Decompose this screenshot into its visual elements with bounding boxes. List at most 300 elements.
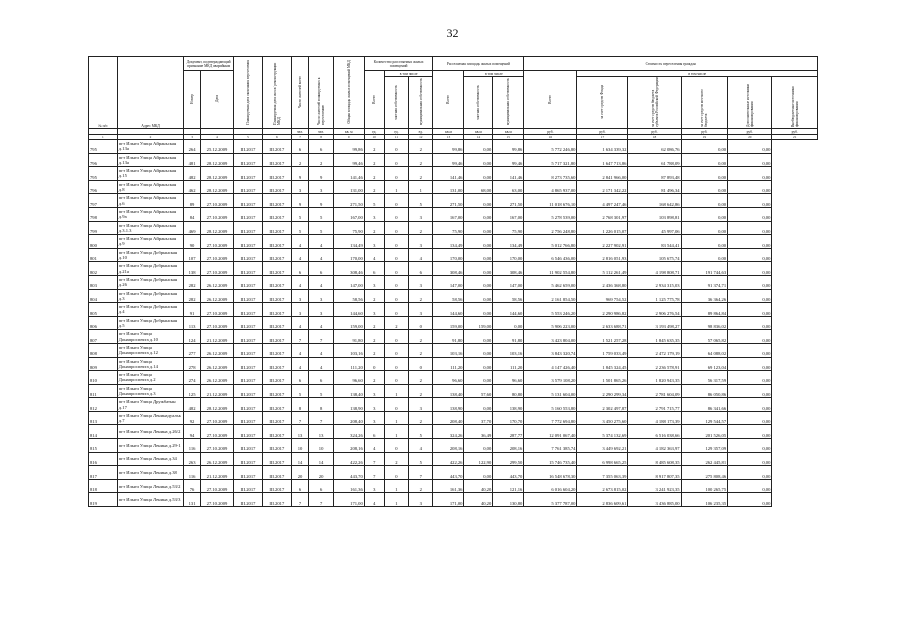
cell-d2: III.2017 [262,425,291,439]
cell-c5: 0,00 [728,275,772,289]
cell-n: 816 [89,452,118,466]
cell-addr: пгт Ильич Улица Добрынская д.21а [117,262,183,276]
cell-r1: 6 [291,140,309,154]
cell-q3: 2 [409,289,433,303]
cell-c5: 0,00 [728,466,772,480]
cell-q3: 3 [409,207,433,221]
table-row [89,207,818,221]
cell-c1: 5 377 787,00 [524,493,577,507]
cell-q3: 2 [409,384,433,398]
cell-c4: 0,00 [681,153,728,167]
cell-num: 138 [184,262,201,276]
table-row [89,425,818,439]
cell-q2: 2 [384,452,408,466]
cell-c2: 2 633 688,71 [577,316,628,330]
header-unit-cell: кв.м [433,129,464,135]
cell-date: 26.12.2009 [200,275,233,289]
cell-r1: 13 [291,425,309,439]
cell-q2: 0 [384,262,408,276]
cell-c5: 0,00 [728,180,772,194]
cell-q2: 0 [384,357,408,371]
cell-r2: 4 [309,357,333,371]
cell-date: 28.12.2009 [200,153,233,167]
cell-r2: 6 [309,479,333,493]
cell-c3: 3 436 885,00 [628,493,681,507]
cell-q2: 1 [384,425,408,439]
cell-c5: 0,00 [728,439,772,453]
table-row [89,466,818,480]
table-row [89,235,818,249]
table-row [89,153,818,167]
cell-d1: III.2017 [234,493,263,507]
cell-c2: 4 497 247,46 [577,194,628,208]
header-cost-extra: Дополнительные источники финансирования [728,77,772,129]
cell-a3: 144,60 [493,303,524,317]
cell-q2: 0 [384,343,408,357]
cell-q3: 3 [409,235,433,249]
table-row [89,262,818,276]
cell-date: 27.10.2009 [200,207,233,221]
cell-c5: 0,00 [728,262,772,276]
cell-c3: 1 845 635,35 [628,330,681,344]
cell-r2: 4 [309,275,333,289]
cell-num: 481 [184,153,201,167]
cell-d2: III.2017 [262,411,291,425]
cell-a3: 130,80 [493,493,524,507]
cell-c2: 1 521 257,28 [577,330,628,344]
cell-r2: 13 [309,425,333,439]
cell-c3: 61 788,09 [628,153,681,167]
cell-d1: III.2017 [234,180,263,194]
cell-date: 21.12.2009 [200,384,233,398]
cell-d2: III.2017 [262,167,291,181]
cell-q1: 2 [364,371,384,385]
cell-r1: 3 [291,180,309,194]
cell-a2: 159,00 [464,316,493,330]
cell-num: 274 [184,371,201,385]
cell-q2: 0 [384,194,408,208]
cell-a3: 170,00 [493,248,524,262]
cell-d2: III.2017 [262,140,291,154]
cell-a3: 299,50 [493,452,524,466]
cell-q2: 0 [384,371,408,385]
cell-q1: 4 [364,439,384,453]
cell-a2: 0,00 [464,221,493,235]
cell-n: 795 [89,140,118,154]
cell-c5: 0,00 [728,493,772,507]
cell-c1: 5 462 659,00 [524,275,577,289]
cell-c3: 6 516 038,66 [628,425,681,439]
header-cost-local: за счет средств местного бюджета [681,77,728,129]
cell-a1: 161,36 [433,479,464,493]
cell-d1: III.2017 [234,439,263,453]
cell-a1: 422,26 [433,452,464,466]
cell-a3: 58,56 [493,289,524,303]
header-column-number: 14 [464,135,493,140]
cell-d2: III.2017 [262,439,291,453]
cell-d2: III.2017 [262,493,291,507]
cell-q1: 5 [364,194,384,208]
header-area-private: частная собственность [464,77,493,129]
cell-d2: III.2017 [262,289,291,303]
cell-a3: 121,16 [493,479,524,493]
cell-r1: 6 [291,479,309,493]
cell-q2: 0 [384,235,408,249]
cell-c1: 15 746 735,40 [524,452,577,466]
cell-n: 796 [89,180,118,194]
cell-q3: 6 [409,262,433,276]
cell-area: 167,00 [333,207,364,221]
cell-n: 803 [89,275,118,289]
cell-r1: 9 [291,194,309,208]
table-row [89,140,818,154]
cell-c5: 0,00 [728,194,772,208]
cell-num: 264 [184,140,201,154]
cell-r2: 5 [309,384,333,398]
cell-a2: 0,00 [464,357,493,371]
header-cost-total: Всего [524,71,577,129]
cell-a1: 58,56 [433,289,464,303]
cell-num: 107 [184,248,201,262]
cell-c2: 2 673 815,02 [577,479,628,493]
cell-r1: 5 [291,207,309,221]
cell-n: 795 [89,167,118,181]
cell-d2: III.2017 [262,479,291,493]
cell-area: 308,46 [333,262,364,276]
cell-r2: 9 [309,194,333,208]
cell-r1: 14 [291,452,309,466]
header-rooms-private: частная собственность [384,77,408,129]
cell-addr: пгт Ильич Улица Донапроспекта д.2 [117,371,183,385]
header-column-number: 1 [89,135,118,140]
cell-d2: III.2017 [262,343,291,357]
header-column-number: 18 [628,135,681,140]
table-row [89,343,818,357]
cell-a3: 271,50 [493,194,524,208]
cell-r2: 6 [309,140,333,154]
cell-d1: III.2017 [234,357,263,371]
cell-a3: 91,80 [493,330,524,344]
header-column-number: 15 [493,135,524,140]
cell-c1: 4 865 937,00 [524,180,577,194]
cell-c4: 0,00 [681,140,728,154]
cell-date: 27.10.2009 [200,235,233,249]
cell-r1: 4 [291,248,309,262]
cell-a2: 0,00 [464,330,493,344]
cell-d1: III.2017 [234,167,263,181]
cell-a2: 0,00 [464,398,493,412]
cell-d2: III.2017 [262,262,291,276]
cell-n: 802 [89,262,118,276]
table-row [89,452,818,466]
cell-c1: 5 012 766,80 [524,235,577,249]
cell-r1: 5 [291,221,309,235]
cell-c4: 0,00 [681,207,728,221]
header-plan-end-demolish: Планируемая дата сноса/ реконструкции МКД [262,57,291,129]
cell-q1: 4 [364,493,384,507]
cell-c5: 0,00 [728,384,772,398]
cell-n: 814 [89,425,118,439]
cell-n: 811 [89,384,118,398]
cell-q2: 0 [384,330,408,344]
cell-a3: 80,80 [493,384,524,398]
header-column-number: 17 [577,135,628,140]
cell-d1: III.2017 [234,235,263,249]
header-unit-cell: ед. [384,129,408,135]
cell-num: 76 [184,479,201,493]
cell-c1: 3 423 804,00 [524,330,577,344]
cell-area: 99,86 [333,140,364,154]
cell-r2: 4 [309,343,333,357]
cell-q1: 2 [364,153,384,167]
cell-q2: 0 [384,140,408,154]
cell-r2: 7 [309,330,333,344]
cell-c3: 2 791 715,77 [628,398,681,412]
cell-q3: 2 [409,153,433,167]
cell-a1: 138,40 [433,384,464,398]
cell-c1: 12 091 067,40 [524,425,577,439]
cell-q2: 0 [384,466,408,480]
cell-num: 91 [184,303,201,317]
cell-d2: III.2017 [262,371,291,385]
cell-n: 800 [89,235,118,249]
cell-c4: 191 744,63 [681,262,728,276]
cell-addr: пгт Ильич Улица Айраньская д.15 [117,167,183,181]
cell-r2: 20 [309,466,333,480]
cell-c1: 8 273 735,60 [524,167,577,181]
cell-area: 171,00 [333,493,364,507]
cell-area: 111,20 [333,357,364,371]
header-unit-cell: руб. [681,129,728,135]
cell-d2: III.2017 [262,153,291,167]
cell-q1: 2 [364,221,384,235]
header-unit-cell: ед. [409,129,433,135]
header-residents: Число жителей всего [291,57,309,129]
cell-n: 808 [89,343,118,357]
cell-area: 91,80 [333,330,364,344]
cell-c4: 0,00 [681,248,728,262]
cell-c1: 5 278 539,00 [524,207,577,221]
cell-c3: 1 820 943,35 [628,371,681,385]
cell-num: 277 [184,343,201,357]
cell-area: 159,00 [333,316,364,330]
cell-c1: 6 016 604,20 [524,479,577,493]
cell-c3: 2 906 276,54 [628,303,681,317]
cell-c1: 16 548 678,30 [524,466,577,480]
cell-c2: 2 836 609,61 [577,493,628,507]
cell-q1: 2 [364,180,384,194]
cell-c3: 3 193 498,27 [628,316,681,330]
cell-r2: 8 [309,398,333,412]
cell-c4: 106 235,35 [681,493,728,507]
cell-r2: 6 [309,262,333,276]
cell-a1: 171,00 [433,493,464,507]
cell-c2: 2 816 051,93 [577,248,628,262]
cell-num: 94 [184,425,201,439]
cell-r1: 2 [291,153,309,167]
cell-date: 27.10.2009 [200,479,233,493]
cell-addr: пгт Ильич Улица Ленина д.26/2 [117,425,183,439]
cell-n: 801 [89,248,118,262]
cell-num: 89 [184,194,201,208]
header-area-incl: в том числе [464,71,524,77]
cell-area: 147,00 [333,275,364,289]
cell-a2: 0,00 [464,248,493,262]
cell-d2: III.2017 [262,398,291,412]
cell-num: 482 [184,398,201,412]
cell-q3: 5 [409,194,433,208]
cell-d2: III.2017 [262,384,291,398]
cell-r2: 3 [309,180,333,194]
cell-a1: 144,60 [433,303,464,317]
cell-area: 99,46 [333,153,364,167]
cell-c2: 969 754,52 [577,289,628,303]
cell-c4: 129 544,57 [681,411,728,425]
header-column-number: 4 [200,135,233,140]
cell-a1: 167,00 [433,207,464,221]
cell-a1: 75,90 [433,221,464,235]
cell-a1: 111,20 [433,357,464,371]
cell-a1: 170,00 [433,248,464,262]
cell-c4: 36 364,26 [681,289,728,303]
cell-q1: 3 [364,398,384,412]
cell-d2: III.2017 [262,452,291,466]
cell-q1: 0 [364,357,384,371]
table-row [89,248,818,262]
cell-a3: 0,00 [493,316,524,330]
cell-r1: 4 [291,275,309,289]
cell-addr: пгт Ильич Улица Донапроспекта д.14 [117,357,183,371]
cell-area: 138,90 [333,398,364,412]
cell-c2: 2 227 902,91 [577,235,628,249]
header-unit-cell: руб. [628,129,681,135]
cell-c1: 3 843 320,74 [524,343,577,357]
cell-addr: пгт Ильич Улица Айраньская д.13а [117,153,183,167]
cell-c5: 0,00 [728,398,772,412]
cell-c2: 2 436 368,80 [577,275,628,289]
cell-addr: пгт Ильич Улица Добрынская д.3 [117,289,183,303]
header-col-no: № п/п [89,57,118,129]
cell-n: 798 [89,207,118,221]
cell-r2: 5 [309,207,333,221]
cell-addr: пгт Ильич Улица Айраньская д.8 [117,180,183,194]
cell-d2: III.2017 [262,303,291,317]
cell-date: 27.10.2009 [200,411,233,425]
cell-r1: 4 [291,357,309,371]
cell-c2: 3 450 275,60 [577,411,628,425]
cell-a3: 443,70 [493,466,524,480]
cell-d1: III.2017 [234,479,263,493]
cell-c3: 1 125 775,78 [628,289,681,303]
table-row [89,330,818,344]
cell-c3: 45 997,06 [628,221,681,235]
cell-addr: пгт Ильич Улица Айраньская д.9а [117,207,183,221]
cell-r2: 3 [309,289,333,303]
cell-area: 75,90 [333,221,364,235]
header-unit-cell: чел. [291,129,309,135]
cell-q2: 0 [384,303,408,317]
cell-c1: 4 147 426,40 [524,357,577,371]
cell-a2: 0,00 [464,167,493,181]
cell-d1: III.2017 [234,466,263,480]
cell-area: 103,16 [333,343,364,357]
cell-addr: пгт Ильич Улица Донапроспекта д.10 [117,330,183,344]
table-row [89,384,818,398]
cell-n: 807 [89,330,118,344]
cell-d2: III.2017 [262,330,291,344]
cell-c5: 0,00 [728,425,772,439]
cell-addr: пгт Ильич Улица Айраньская д.6 [117,194,183,208]
table-row [89,398,818,412]
cell-q1: 3 [364,411,384,425]
cell-a3: 287,77 [493,425,524,439]
cell-area: 324,26 [333,425,364,439]
header-column-number: 10 [364,135,384,140]
cell-q1: 3 [364,275,384,289]
cell-n: 809 [89,357,118,371]
cell-r2: 7 [309,493,333,507]
cell-c2: 2 302 497,87 [577,398,628,412]
cell-r2: 3 [309,303,333,317]
cell-n: 810 [89,371,118,385]
cell-d1: III.2017 [234,330,263,344]
cell-q3: 2 [409,479,433,493]
cell-r2: 5 [309,221,333,235]
cell-date: 27.10.2009 [200,194,233,208]
cell-q1: 3 [364,384,384,398]
cell-r2: 9 [309,167,333,181]
table-header [89,57,818,140]
cell-c4: 98 836,02 [681,316,728,330]
cell-d1: III.2017 [234,343,263,357]
cell-c2: 3 449 692,21 [577,439,628,453]
cell-q2: 0 [384,289,408,303]
cell-c3: 4 198 808,71 [628,262,681,276]
cell-a1: 208,40 [433,411,464,425]
cell-addr: пгт Ильич Улица Донапроспекта д.12 [117,343,183,357]
cell-date: 27.10.2009 [200,493,233,507]
cell-n: 806 [89,316,118,330]
header-rooms-total: Всего [364,71,384,129]
cell-n: 818 [89,479,118,493]
cell-c2: 1 647 713,86 [577,153,628,167]
header-area-municipal: муниципальная собственность [493,77,524,129]
cell-num: 125 [184,384,201,398]
cell-r1: 7 [291,411,309,425]
cell-q1: 4 [364,248,384,262]
cell-num: 282 [184,289,201,303]
cell-date: 26.12.2009 [200,452,233,466]
header-unit-cell: чел. [309,129,333,135]
header-column-number: 19 [681,135,728,140]
cell-date: 27.10.2009 [200,425,233,439]
header-column-number: 5 [234,135,263,140]
cell-c4: 100 265,75 [681,479,728,493]
cell-c1: 5 131 604,00 [524,384,577,398]
cell-c1: 5 160 553,80 [524,398,577,412]
cell-d1: III.2017 [234,425,263,439]
cell-q2: 0 [384,207,408,221]
header-column-number: 11 [384,135,408,140]
cell-r2: 2 [309,153,333,167]
cell-a2: 0,00 [464,343,493,357]
cell-c5: 0,00 [728,371,772,385]
cell-addr: пгт Ильич Улица Ленина д.34 [117,452,183,466]
cell-q2: 0 [384,167,408,181]
cell-date: 26.12.2009 [200,371,233,385]
cell-q3: 5 [409,452,433,466]
cell-d2: III.2017 [262,357,291,371]
